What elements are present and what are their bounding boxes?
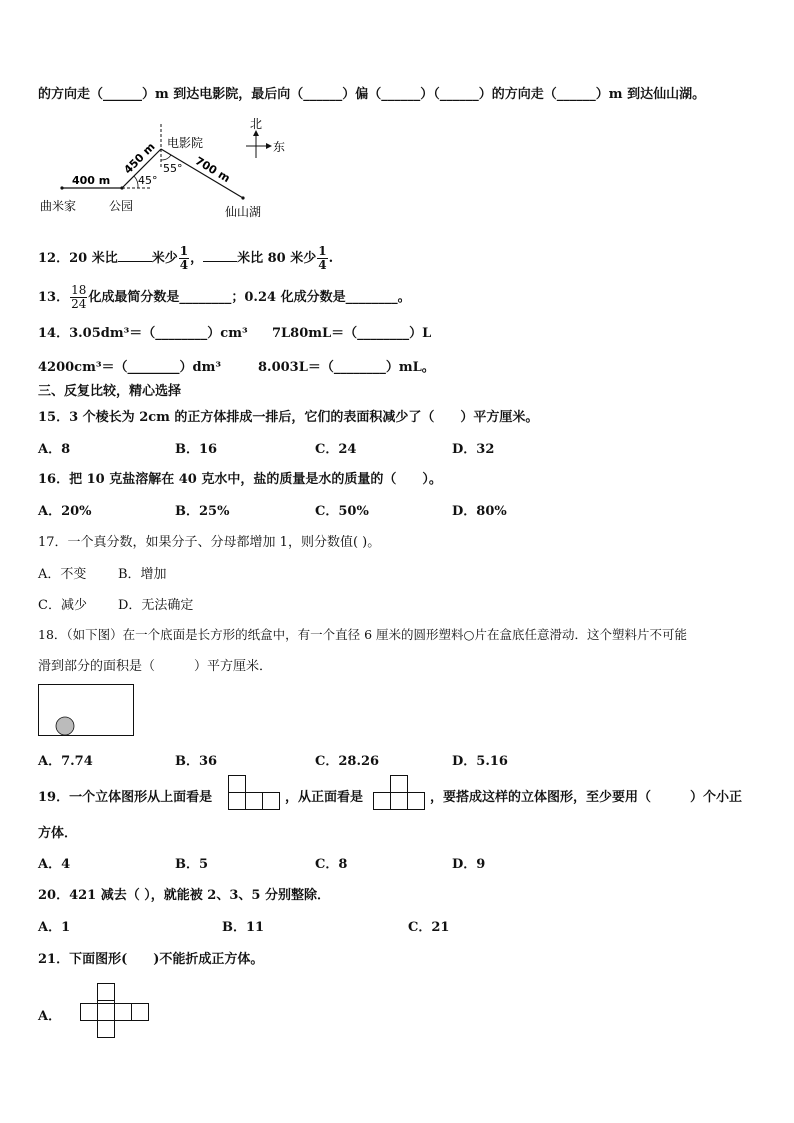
q18-option-c[interactable]: C．28.26: [315, 754, 380, 769]
q19-stem-part4: 方体．: [38, 826, 78, 841]
q19-option-b[interactable]: B．5: [175, 857, 209, 872]
q18-option-d[interactable]: D．5.16: [452, 754, 508, 769]
q15-option-c[interactable]: C．24: [315, 442, 357, 457]
paper-box: [39, 685, 134, 736]
angle-55: 55°: [163, 162, 183, 175]
q15-option-b[interactable]: B．16: [175, 442, 218, 457]
q19-stem-part2: ，从正面看是: [285, 790, 364, 805]
q21-option-a-label[interactable]: A．: [38, 1009, 62, 1024]
q16-stem: 16．把 10 克盐溶解在 40 克水中，盐的质量是水的质量的（ ）。: [38, 472, 442, 487]
q14-c: 4200cm³＝（________）dm³: [38, 360, 222, 375]
q16-option-c[interactable]: C．50%: [315, 504, 369, 519]
q15-stem: 15．3 个棱长为 2cm 的正方体排成一排后，它们的表面积减少了（ ）平方厘米。: [38, 410, 539, 425]
plastic-disc: [56, 717, 74, 735]
q14-b: 7L80mL＝（________）L: [272, 326, 432, 341]
compass-east: 东: [273, 140, 286, 154]
q20-option-c[interactable]: C．21: [408, 920, 450, 935]
q15-option-d[interactable]: D．32: [452, 442, 495, 457]
q21-stem: 21．下面图形( )不能折成正方体。: [38, 952, 264, 967]
q19-option-c[interactable]: C．8: [315, 857, 348, 872]
label-home: 曲米家: [40, 199, 77, 213]
home-dot: [60, 186, 63, 189]
q16-option-d[interactable]: D．80%: [452, 504, 507, 519]
q19-stem-part3: ，要搭成这样的立体图形，至少要用（ ）个小正: [430, 790, 743, 805]
q11-continuation: 的方向走（______）m 到达电影院，最后向（______）偏（______）（______）的方向走（______）m 到达仙山湖。: [38, 87, 706, 102]
compass-north: 北: [250, 117, 263, 131]
q16-option-a[interactable]: A．20%: [38, 504, 92, 519]
q17-option-c[interactable]: C．减少: [38, 598, 87, 613]
dist-450: 450 m: [121, 140, 158, 177]
q19-option-d[interactable]: D．9: [452, 857, 486, 872]
q17-option-d[interactable]: D．无法确定: [118, 598, 194, 613]
top-view-figure: [228, 775, 284, 811]
lake-dot: [241, 196, 244, 199]
q17-option-b[interactable]: B．增加: [118, 567, 167, 582]
q16-option-b[interactable]: B．25%: [175, 504, 230, 519]
angle-45: 45°: [138, 174, 158, 187]
q20-option-b[interactable]: B．11: [222, 920, 265, 935]
angle-arc-55: [161, 155, 171, 160]
compass-east-arrow-icon: [266, 143, 272, 149]
q20-option-a[interactable]: A．1: [38, 920, 71, 935]
front-view-figure: [373, 775, 429, 811]
box-with-disc-figure: [38, 684, 138, 738]
section-3-heading: 三、反复比较，精心选择: [38, 384, 182, 399]
q17-option-a[interactable]: A．不变: [38, 567, 87, 582]
label-park: 公园: [109, 199, 134, 213]
q18-stem-2: 滑到部分的面积是（ ）平方厘米．: [38, 659, 273, 674]
q13: 13． $\frac{18}{24}$ 化成最简分数是________；0.24 化成分数是________。: [38, 283, 411, 311]
q14-a: 14．3.05dm³＝（________）cm³: [38, 326, 248, 341]
label-cinema: 电影院: [167, 136, 204, 150]
q18-stem-1: 18．（如下图）在一个底面是长方形的纸盒中，有一个直径 6 厘米的圆形塑料○片在盒底任意滑动．这个塑料片不可能: [38, 627, 687, 642]
q19-stem-part1: 19．一个立体图形从上面看是: [38, 790, 213, 805]
q17-stem: 17．一个真分数，如果分子、分母都增加 1，则分数值( )。: [38, 535, 381, 550]
direction-map-diagram: [30, 112, 300, 222]
park-dot: [120, 186, 123, 189]
q19-option-a[interactable]: A．4: [38, 857, 71, 872]
q12: 12．20 米比 米少 $\frac{1}{4}$ ， 米比 80 米少 $\frac{1}{4}$ .: [38, 244, 334, 272]
dist-400: 400 m: [72, 174, 111, 187]
q20-stem: 20．421 减去（ ），就能被 2、3、5 分别整除．: [38, 888, 330, 903]
q18-option-b[interactable]: B．36: [175, 754, 218, 769]
dist-700: 700 m: [192, 154, 233, 186]
cube-net-figure-a: [80, 983, 152, 1043]
q18-option-a[interactable]: A．7.74: [38, 754, 93, 769]
q15-option-a[interactable]: A．8: [38, 442, 71, 457]
label-lake: 仙山湖: [225, 205, 262, 219]
q14-d: 8.003L＝（________）mL。: [258, 360, 435, 375]
